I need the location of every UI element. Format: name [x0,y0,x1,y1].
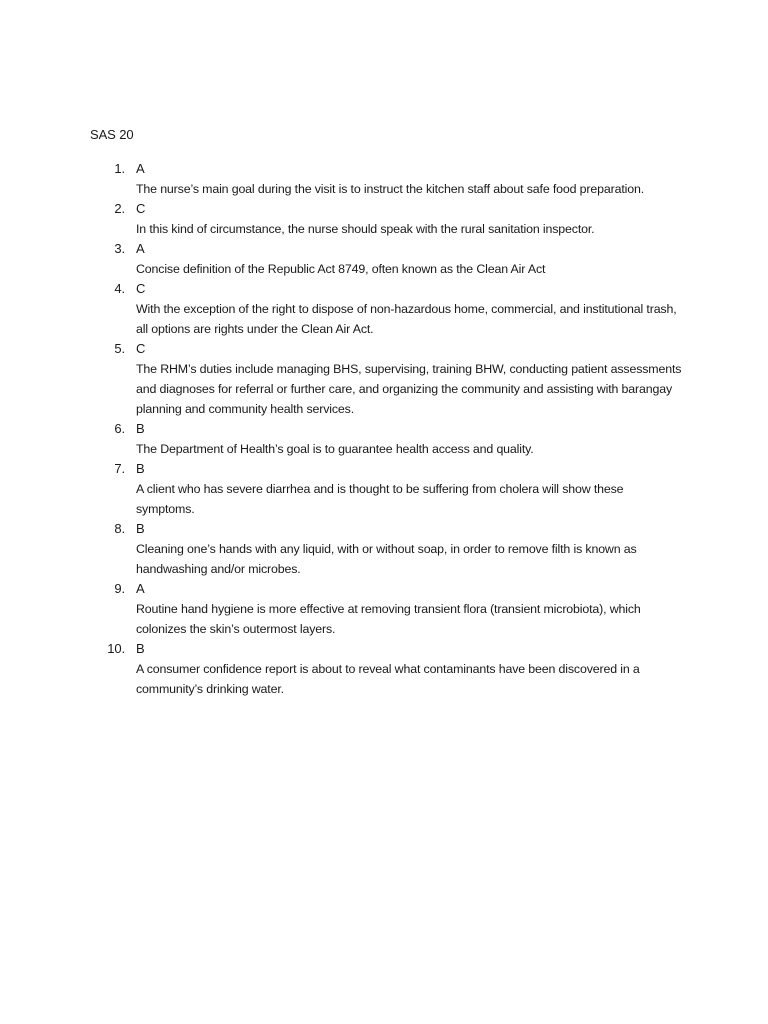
answer-letter: B [136,421,145,436]
answer-letter: C [136,341,146,356]
answer-item-8 [0,519,768,579]
answer-letter: A [136,241,145,256]
item-body [136,419,684,459]
answer-explanation: In this kind of circumstance, the nurse should speak with the rural sanitation inspector. [136,222,595,236]
answer-item-9 [0,579,768,639]
answer-list [0,159,768,699]
answer-explanation: The nurse’s main goal during the visit is to instruct the kitchen staff about safe food preparation. [136,182,645,196]
answer-item-1 [0,159,768,199]
answer-letter: C [136,201,146,216]
answer-explanation: A consumer confidence report is about to reveal what contaminants have been discovered in a community’s drinking water. [136,662,640,696]
answer-item-3 [0,239,768,279]
answer-letter: A [136,581,145,596]
answer-item-10 [0,639,768,699]
item-body [136,519,684,579]
item-number: 10. [107,641,125,656]
item-body [136,159,684,199]
answer-explanation: A client who has severe diarrhea and is thought to be suffering from cholera will show these symptoms. [136,482,624,516]
item-number: 2. [114,201,125,216]
answer-item-7 [0,459,768,519]
answer-letter: B [136,641,145,656]
item-body [136,199,684,239]
answer-item-6 [0,419,768,459]
answer-item-2 [0,199,768,239]
answer-item-4 [0,279,768,339]
item-number: 8. [114,521,125,536]
item-body [136,639,684,699]
answer-item-5 [0,339,768,419]
answer-letter: C [136,281,146,296]
item-number: 6. [114,421,125,436]
answer-explanation: Cleaning one’s hands with any liquid, with or without soap, in order to remove filth is known as handwashing and/or microbes. [136,542,637,576]
item-body [136,339,684,419]
item-number: 3. [114,241,125,256]
answer-explanation: The Department of Health’s goal is to guarantee health access and quality. [136,442,534,456]
item-body [136,239,684,279]
item-body [136,279,684,339]
answer-letter: B [136,521,145,536]
answer-explanation: The RHM’s duties include managing BHS, supervising, training BHW, conducting patient assessments and diagnoses for referral or further care, and organizing the community and assisting with barangay planning and community health services. [136,362,682,416]
item-number: 9. [114,581,125,596]
answer-explanation: With the exception of the right to dispose of non-hazardous home, commercial, and institutional trash, all options are rights under the Clean Air Act. [136,302,677,336]
item-number: 7. [114,461,125,476]
item-number: 1. [114,161,125,176]
item-body [136,579,684,639]
item-number: 5. [114,341,125,356]
answer-explanation: Routine hand hygiene is more effective at removing transient flora (transient microbiota), which colonizes the skin’s outermost layers. [136,602,641,636]
answer-letter: A [136,161,145,176]
item-body [136,459,684,519]
item-number: 4. [114,281,125,296]
answer-letter: B [136,461,145,476]
answer-explanation: Concise definition of the Republic Act 8749, often known as the Clean Air Act [136,262,546,276]
document-title: SAS 20 [90,127,134,142]
